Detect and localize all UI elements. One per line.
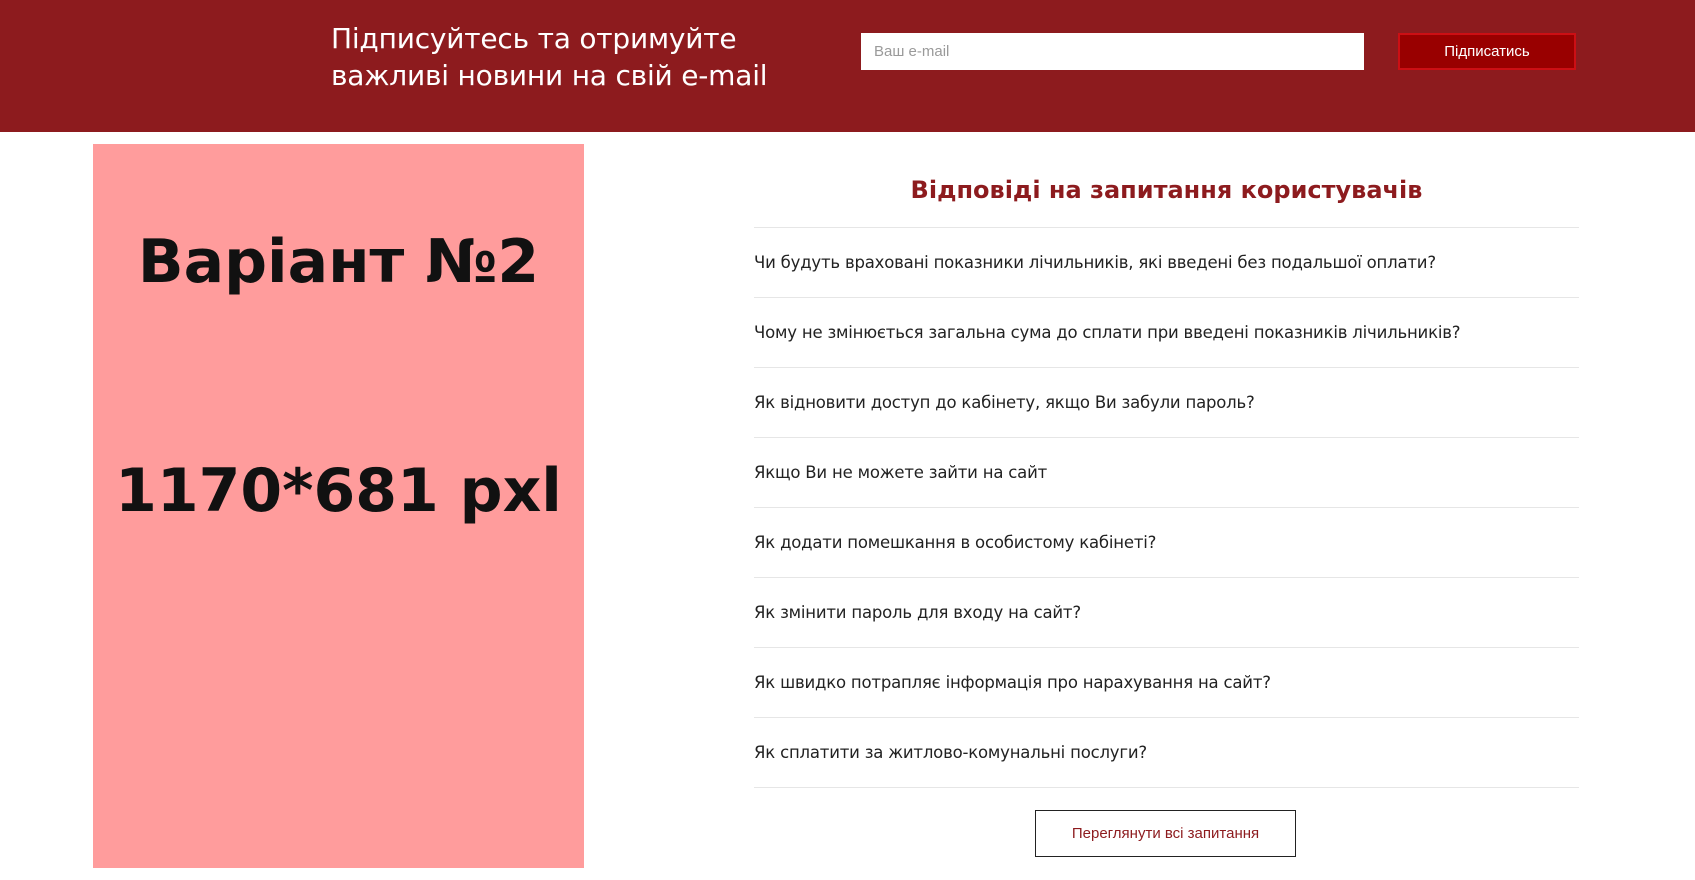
subscribe-title-line2: важливі новини на свій e-mail	[331, 59, 768, 92]
subscribe-button[interactable]: Підписатись	[1398, 33, 1576, 70]
faq-question: Якщо Ви не можете зайти на сайт	[754, 463, 1047, 482]
banner-size-text: 1170*681 pxl	[115, 456, 562, 526]
faq-list	[754, 227, 1579, 788]
faq-item[interactable]	[754, 648, 1579, 718]
faq-item[interactable]	[754, 438, 1579, 508]
faq-question: Чому не змінюється загальна сума до сплати при введені показників лічильників?	[754, 323, 1461, 342]
faq-item[interactable]	[754, 228, 1579, 298]
view-all-questions-button[interactable]: Переглянути всі запитання	[1035, 810, 1296, 857]
faq-question: Як сплатити за житлово-комунальні послуги?	[754, 743, 1147, 762]
subscribe-bar	[0, 0, 1695, 132]
subscribe-title	[331, 20, 771, 94]
faq-question: Як відновити доступ до кабінету, якщо Ви забули пароль?	[754, 393, 1255, 412]
faq-question: Як швидко потрапляє інформація про нарахування на сайт?	[754, 673, 1271, 692]
banner-title: Варіант №2	[137, 227, 540, 297]
faq-item[interactable]	[754, 718, 1579, 788]
faq-item[interactable]	[754, 578, 1579, 648]
faq-question: Як додати помешкання в особистому кабінеті?	[754, 533, 1157, 552]
faq-question: Як змінити пароль для входу на сайт?	[754, 603, 1081, 622]
subscribe-title-line1: Підписуйтесь та отримуйте	[331, 22, 737, 55]
faq-heading: Відповіді на запитання користувачів	[910, 176, 1423, 204]
variant-banner	[93, 144, 584, 868]
email-input[interactable]	[861, 33, 1364, 70]
faq-question: Чи будуть враховані показники лічильників, які введені без подальшої оплати?	[754, 253, 1436, 272]
faq-item[interactable]	[754, 508, 1579, 578]
faq-item[interactable]	[754, 298, 1579, 368]
faq-item[interactable]	[754, 368, 1579, 438]
